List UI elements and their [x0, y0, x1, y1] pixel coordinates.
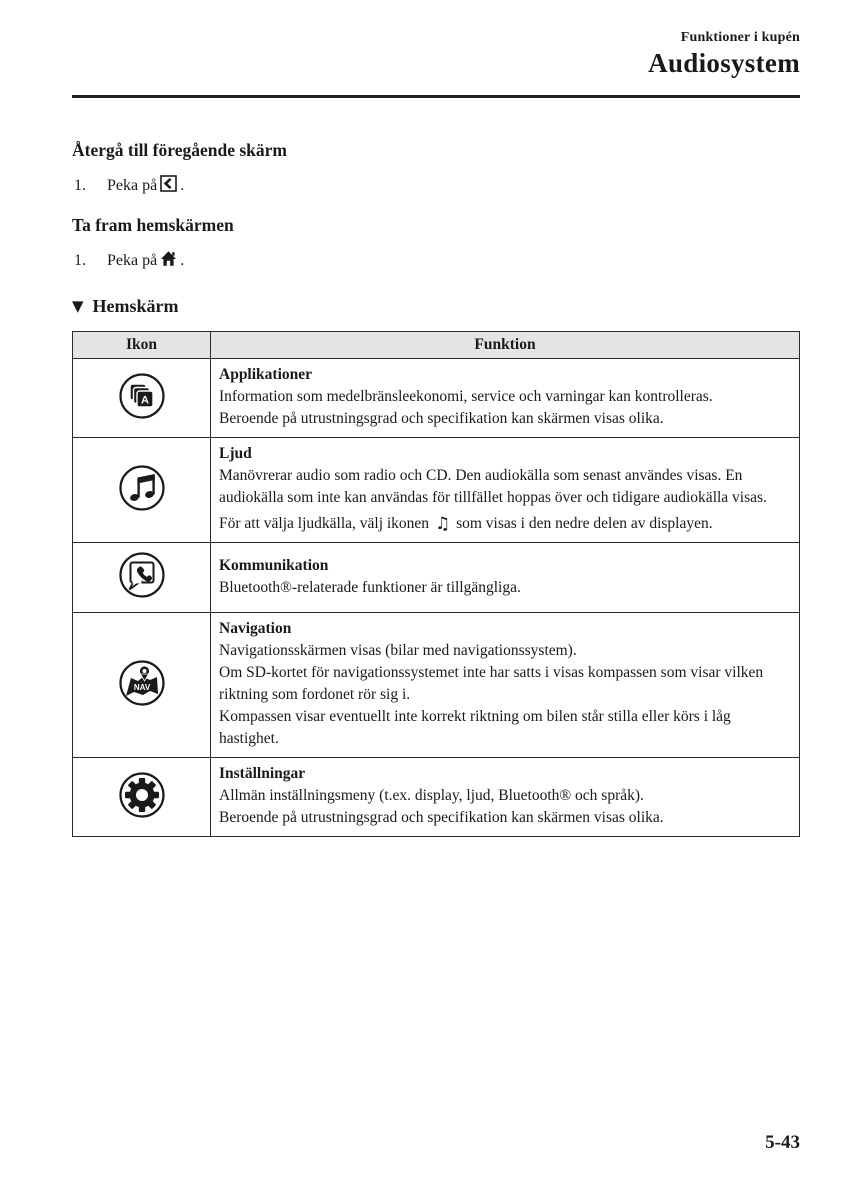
- header-rule: [72, 95, 800, 98]
- row-text: Kompassen visar eventuellt inte korrekt riktning om bilen står stilla eller körs i låg hastighet.: [219, 708, 731, 747]
- section-header-home-screen: [72, 296, 800, 317]
- row-text: Allmän inställningsmeny (t.ex. display, ljud, Bluetooth® och språk).: [219, 787, 644, 804]
- page-header: [72, 30, 800, 79]
- row-text: Navigationsskärmen visas (bilar med navigationssystem).: [219, 642, 577, 659]
- communication-icon: [118, 551, 166, 604]
- table-row: [73, 758, 800, 837]
- row-text: Manövrerar audio som radio och CD. Den audiokälla som senast användes visas. En audiokälla som inte kan användas för tillfället hoppas över och tidigare audiokälla visas.: [219, 467, 767, 506]
- step-show-home: [74, 250, 800, 272]
- row-title: Inställningar: [219, 765, 306, 782]
- settings-icon: [118, 771, 166, 824]
- row-text: Om SD-kortet för navigationssystemet inte har satts i visas kompassen som visar vilken riktning som fordonet rör sig i.: [219, 664, 764, 703]
- page-number: 5-43: [765, 1132, 800, 1153]
- row-text: Bluetooth®-relaterade funktioner är tillgängliga.: [219, 578, 521, 596]
- triangle-marker-icon: ▼: [72, 297, 84, 315]
- table-row: [73, 359, 800, 438]
- row-text: Beroende på utrustningsgrad och specifikation kan skärmen visas olika.: [219, 809, 664, 826]
- table-row: [73, 543, 800, 613]
- navigation-icon-label: NAV: [133, 682, 150, 692]
- music-note-icon: ♫: [434, 514, 451, 534]
- home-screen-function-table: [72, 331, 800, 837]
- table-row: [73, 438, 800, 543]
- table-row: [73, 613, 800, 758]
- chapter-kicker: Funktioner i kupén: [680, 30, 800, 45]
- heading-show-home: Ta fram hemskärmen: [72, 215, 234, 235]
- step-number: 1.: [74, 177, 86, 194]
- step-text-before: Peka på: [107, 252, 158, 269]
- back-icon: [160, 175, 177, 197]
- step-text-after: .: [180, 252, 185, 269]
- row-text: Beroende på utrustningsgrad och specifikation kan skärmen visas olika.: [219, 410, 664, 427]
- column-header-icon: Ikon: [73, 332, 211, 359]
- row-title: Ljud: [219, 445, 252, 462]
- row-text-before-icon: För att välja ljudkälla, välj ikonen: [219, 515, 430, 532]
- navigation-icon: [118, 659, 166, 712]
- applications-icon: [118, 372, 166, 425]
- step-text-before: Peka på: [107, 177, 158, 194]
- page-title: Audiosystem: [648, 48, 800, 78]
- home-icon: [160, 250, 177, 272]
- applications-icon-letter: A: [140, 394, 149, 407]
- row-text: Information som medelbränsleekonomi, service och varningar kan kontrolleras.: [219, 388, 713, 405]
- audio-icon: [118, 464, 166, 517]
- row-title: Kommunikation: [219, 556, 329, 574]
- column-header-function: Funktion: [211, 332, 800, 359]
- row-title: Navigation: [219, 620, 292, 637]
- table-header-row: [73, 332, 800, 359]
- section-title: Hemskärm: [92, 296, 179, 316]
- step-text-after: .: [180, 177, 185, 194]
- step-number: 1.: [74, 252, 86, 269]
- heading-return-previous: Återgå till föregående skärm: [72, 140, 287, 160]
- row-text-after-icon: som visas i den nedre delen av displayen.: [456, 515, 713, 532]
- row-title: Applikationer: [219, 366, 313, 383]
- step-return-previous: [74, 175, 800, 197]
